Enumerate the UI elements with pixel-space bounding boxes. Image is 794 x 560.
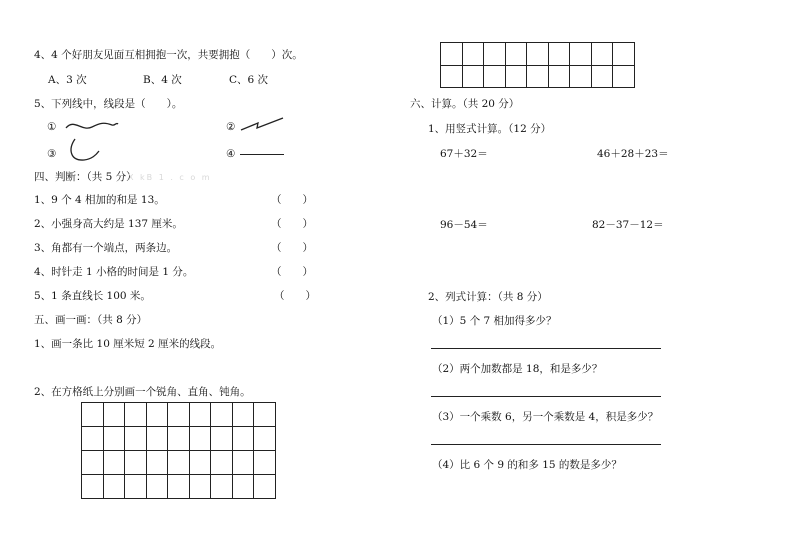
grid-row [82, 475, 276, 499]
draw-q2: 2、在方格纸上分别画一个锐角、直角、钝角。 [34, 386, 251, 398]
zigzag-line-figure [240, 114, 286, 134]
grid-cell [254, 451, 276, 475]
judge-item-5: 5、1 条直线长 100 米。 [34, 290, 151, 302]
grid-row [82, 403, 276, 427]
calc-sub2-title: 2、列式计算：（共 8 分） [428, 291, 548, 303]
q5-text: 5、下列线中，线段是（ ）。 [34, 98, 183, 110]
grid-cell [82, 475, 104, 499]
grid-cell [146, 451, 168, 475]
grid-cell [146, 427, 168, 451]
grid-cell [146, 475, 168, 499]
grid-row [441, 65, 635, 88]
q4-option-b: B、4 次 [143, 74, 182, 86]
judge-paren-5: （ ） [274, 290, 316, 302]
grid-cell [484, 65, 506, 88]
grid-cell [613, 65, 635, 88]
grid-cell [82, 451, 104, 475]
section6-title: 六、计算。（共 20 分） [410, 98, 520, 110]
draw-q1: 1、画一条比 10 厘米短 2 厘米的线段。 [34, 338, 222, 350]
grid-cell [189, 403, 211, 427]
answer-line-1[interactable] [431, 348, 661, 349]
grid-cell [527, 43, 549, 66]
judge-paren-2: （ ） [271, 218, 313, 230]
grid-cell [125, 451, 147, 475]
grid-cell [103, 475, 125, 499]
straight-segment-figure [240, 154, 284, 155]
grid-cell [462, 43, 484, 66]
arc-curve-figure [66, 137, 106, 165]
calc-expr-3: 96－54＝ [440, 219, 488, 231]
grid-row [441, 43, 635, 66]
word-problem-3: （3）一个乘数 6，另一个乘数是 4，积是多少？ [432, 411, 659, 423]
calc-expr-1: 67＋32＝ [440, 148, 488, 160]
grid-cell [211, 427, 233, 451]
grid-cell [168, 427, 190, 451]
grid-cell [232, 451, 254, 475]
grid-cell [505, 43, 527, 66]
grid-cell [591, 65, 613, 88]
grid-cell [254, 427, 276, 451]
grid-cell [441, 43, 463, 66]
calc-sub1-title: 1、用竖式计算。（12 分） [428, 123, 552, 135]
grid-cell [527, 65, 549, 88]
grid-cell [505, 65, 527, 88]
q4-option-c: C、6 次 [229, 74, 269, 86]
judge-item-1: 1、9 个 4 相加的和是 13。 [34, 194, 165, 206]
grid-cell [168, 451, 190, 475]
wavy-curve-figure [64, 116, 120, 136]
grid-cell [254, 403, 276, 427]
grid-cell [103, 427, 125, 451]
calc-expr-2: 46＋28＋23＝ [597, 148, 669, 160]
grid-cell [254, 475, 276, 499]
grid-cell [484, 43, 506, 66]
grid-cell [168, 475, 190, 499]
grid-cell [125, 403, 147, 427]
grid-cell [211, 403, 233, 427]
word-problem-1: （1）5 个 7 相加得多少？ [432, 315, 557, 327]
grid-cell [570, 65, 592, 88]
section5-title: 五、画一画：（共 8 分） [34, 314, 148, 326]
answer-line-3[interactable] [431, 444, 661, 445]
judge-paren-4: （ ） [271, 266, 313, 278]
calc-expr-4: 82－37－12＝ [592, 219, 664, 231]
grid-cell [103, 403, 125, 427]
grid-cell [168, 403, 190, 427]
q4-text: 4、4 个好朋友见面互相拥抱一次，共要拥抱（ ）次。 [34, 49, 303, 61]
grid-cell [441, 65, 463, 88]
q5-marker-1: ① [47, 121, 57, 133]
judge-item-3: 3、角都有一个端点，两条边。 [34, 242, 178, 254]
section4-title: 四、判断：（共 5 分） [34, 171, 137, 183]
grid-cell [232, 475, 254, 499]
square-grid-paper [81, 402, 276, 499]
grid-cell [211, 451, 233, 475]
word-problem-4: （4）比 6 个 9 的和多 15 的数是多少？ [432, 459, 622, 471]
grid-row [82, 451, 276, 475]
word-problem-2: （2）两个加数都是 18，和是多少？ [432, 363, 603, 375]
q5-marker-4: ④ [226, 148, 236, 160]
grid-cell [189, 451, 211, 475]
grid-cell [613, 43, 635, 66]
grid-cell [462, 65, 484, 88]
q5-marker-3: ③ [47, 148, 57, 160]
q4-option-a: A、3 次 [48, 74, 87, 86]
top-answer-grid [440, 42, 635, 88]
grid-cell [125, 475, 147, 499]
watermark: X kB 1 . c o m [128, 173, 212, 182]
grid-cell [211, 475, 233, 499]
grid-cell [103, 451, 125, 475]
grid-row [82, 427, 276, 451]
grid-cell [189, 427, 211, 451]
judge-paren-1: （ ） [271, 194, 313, 206]
judge-paren-3: （ ） [271, 242, 313, 254]
grid-cell [146, 403, 168, 427]
grid-cell [548, 65, 570, 88]
grid-cell [232, 427, 254, 451]
grid-cell [548, 43, 570, 66]
judge-item-2: 2、小强身高大约是 137 厘米。 [34, 218, 183, 230]
q5-marker-2: ② [226, 121, 236, 133]
answer-line-2[interactable] [431, 396, 661, 397]
grid-cell [125, 427, 147, 451]
grid-cell [189, 475, 211, 499]
grid-cell [82, 427, 104, 451]
grid-cell [570, 43, 592, 66]
grid-cell [232, 403, 254, 427]
grid-cell [591, 43, 613, 66]
judge-item-4: 4、时针走 1 小格的时间是 1 分。 [34, 266, 194, 278]
grid-cell [82, 403, 104, 427]
